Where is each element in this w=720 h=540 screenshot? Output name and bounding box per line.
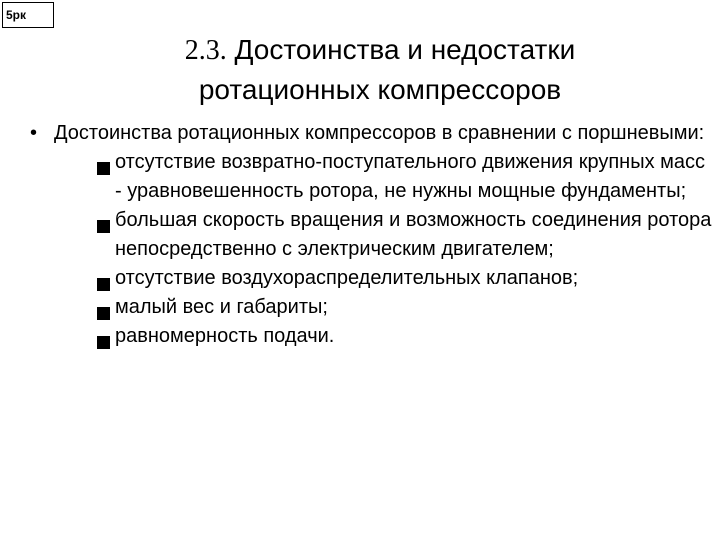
slide-number-label: 5рк xyxy=(2,2,54,28)
list-item-text: отсутствие возвратно-поступательного движения крупных масс - уравновешенность ротора, не нужны мощные фундаменты; xyxy=(115,151,706,202)
title-line-2: ротационных компрессоров xyxy=(198,74,562,105)
list-item xyxy=(96,148,714,206)
list-item-text: отсутствие воздухораспределительных клапанов; xyxy=(115,267,579,289)
slide-title xyxy=(100,30,660,109)
section-number: 2.3. xyxy=(184,35,227,66)
list-item xyxy=(96,264,714,293)
main-bullet xyxy=(30,119,714,148)
title-text-1: Достоинства и недостатки xyxy=(234,34,576,65)
main-bullet-text: Достоинства ротационных компрессоров в сравнении с поршневыми: xyxy=(54,122,705,144)
list-item xyxy=(96,322,714,351)
slide-content xyxy=(30,119,714,351)
square-bullet-icon xyxy=(96,156,111,171)
advantages-list xyxy=(30,148,714,351)
list-item-text: равномерность подачи. xyxy=(115,325,335,347)
bullet-dot-icon: • xyxy=(30,122,38,144)
square-bullet-icon xyxy=(96,301,111,316)
title-line-1 xyxy=(100,30,660,70)
square-bullet-icon xyxy=(96,214,111,229)
list-item xyxy=(96,293,714,322)
list-item-text: малый вес и габариты; xyxy=(115,296,328,318)
square-bullet-icon xyxy=(96,272,111,287)
square-bullet-icon xyxy=(96,330,111,345)
list-item-text: большая скорость вращения и возможность соединения ротора непосредственно с электрическим двигателем; xyxy=(115,209,712,260)
list-item xyxy=(96,206,714,264)
